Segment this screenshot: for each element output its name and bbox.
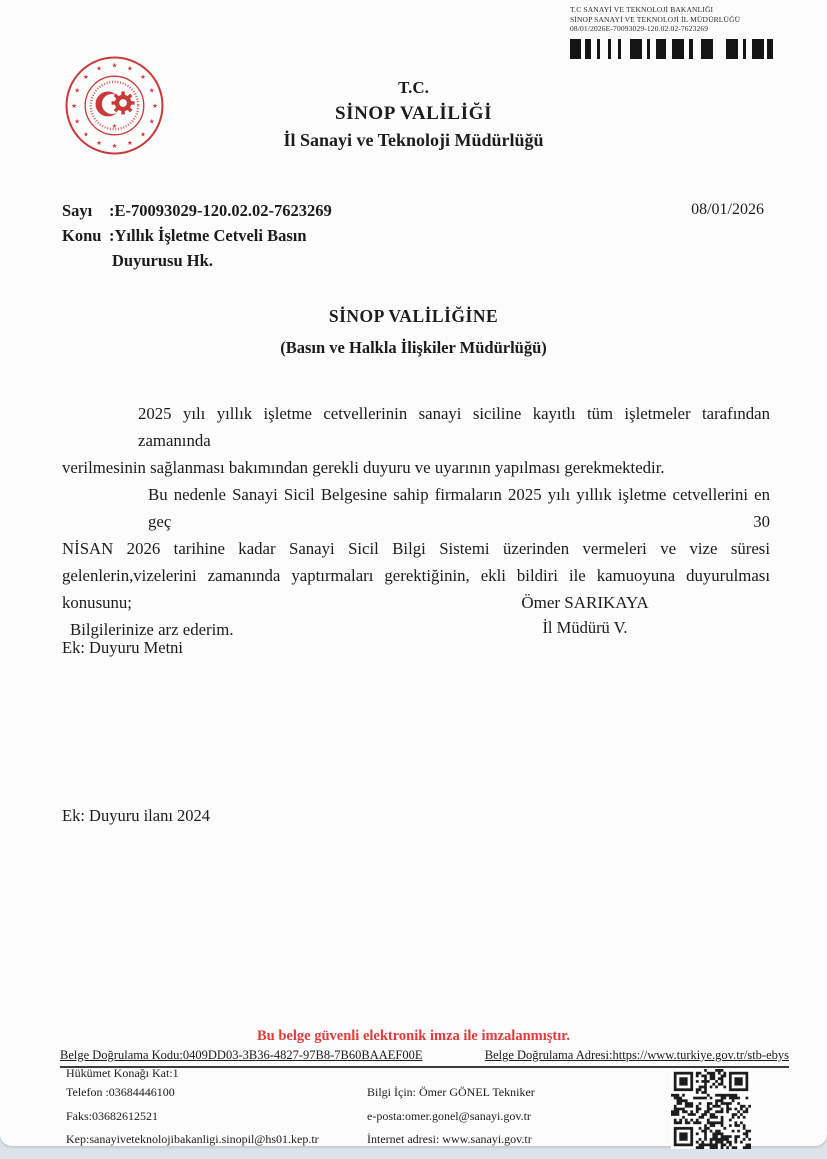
- authority-title: SİNOP VALİLİĞİ: [334, 103, 493, 124]
- document-meta: [62, 198, 332, 273]
- document-date: 08/01/2026: [691, 201, 764, 218]
- letterhead-line1: T.C SANAYİ VE TEKNOLOJİ BAKANLIĞI: [570, 5, 714, 14]
- barcode: [570, 39, 798, 59]
- svg-text:★: ★: [127, 65, 133, 73]
- svg-text:★: ★: [74, 87, 81, 95]
- signer-name: Ömer SARIKAYA: [521, 593, 649, 612]
- paragraph2-line: NİSAN 2026 tarihine kadar Sanayi Sicil Bilgi Sistemi üzerinden vermeleri ve vize süresi: [62, 539, 770, 558]
- closing-line: Bilgilerinize arz ederim.: [70, 620, 234, 639]
- attachment-note-2: Ek: Duyuru ilanı 2024: [62, 806, 211, 825]
- paragraph1-line: verilmesinin sağlanması bakımından gerekli duyuru ve uyarının yapılması gerekmektedir.: [62, 458, 665, 477]
- kep-line: Kep:sanayiveteknolojibakanligi.sinopil@hs01.kep.tr: [66, 1132, 319, 1146]
- contact-person-line: Bilgi İçin: Ömer GÖNEL Tekniker: [367, 1085, 535, 1099]
- esignature-notice: Bu belge güvenli elektronik imza ile imzalanmıştır.: [257, 1028, 570, 1044]
- addressee-line2: (Basın ve Halkla İlişkiler Müdürlüğü): [280, 338, 547, 357]
- verification-code: Belge Doğrulama Kodu:0409DD03-3B36-4827-97B8-7B60BAAEF00E: [60, 1048, 423, 1062]
- svg-text:★: ★: [71, 102, 78, 110]
- svg-text:★: ★: [74, 118, 81, 126]
- konu-label: Konu: [62, 226, 102, 245]
- fax-line: Faks:03682612521: [66, 1109, 159, 1123]
- svg-text:★: ★: [111, 143, 118, 151]
- konu-value-line2: Duyurusu Hk.: [112, 251, 213, 270]
- svg-text:★: ★: [127, 140, 133, 148]
- email-line: e-posta:omer.gonel@sanayi.gov.tr: [367, 1109, 531, 1123]
- letterhead-center: [0, 78, 827, 151]
- paragraph1-line: 2025 yılı yıllık işletme cetvellerinin sanayi siciline kayıtlı tüm işletmeler tarafından zamanında: [138, 404, 770, 450]
- signer-title: İl Müdürü V.: [542, 618, 628, 637]
- sayi-row: [62, 198, 332, 223]
- attachment-note-1: Ek: Duyuru Metni: [62, 638, 183, 657]
- directorate-subtitle: İl Sanayi ve Teknoloji Müdürlüğü: [283, 130, 544, 150]
- phone-line: Telefon :03684446100: [66, 1085, 175, 1099]
- qr-code: [671, 1069, 751, 1149]
- verification-row: [60, 1048, 789, 1068]
- svg-text:★: ★: [82, 74, 89, 82]
- addressee-line1: SİNOP VALİLİĞİNE: [328, 306, 499, 326]
- verification-address: Belge Doğrulama Adresi:https://www.turkiye.gov.tr/stb-ebys: [484, 1048, 789, 1062]
- signature-block: [455, 590, 715, 640]
- svg-text:★: ★: [148, 87, 155, 95]
- paragraph2-line: konusunu;: [62, 593, 132, 612]
- website-line: İnternet adresi: www.sanayi.gov.tr: [367, 1132, 532, 1146]
- svg-text:★: ★: [111, 62, 118, 70]
- svg-text:★: ★: [151, 102, 158, 110]
- konu-row: [62, 223, 332, 248]
- paragraph2-line: Bu nedenle Sanayi Sicil Belgesine sahip firmaların 2025 yılı yıllık işletme cetvellerini en geç 30: [148, 485, 770, 531]
- letterhead-line3: 08/01/2026E-70093029-120.02.02-7623269: [570, 24, 709, 33]
- svg-text:★: ★: [140, 74, 147, 82]
- letterhead-small: [570, 5, 798, 59]
- svg-text:★: ★: [96, 65, 102, 73]
- addressee: [0, 306, 827, 358]
- svg-text:★: ★: [96, 140, 102, 148]
- sayi-label: Sayı: [62, 201, 93, 220]
- svg-text:★: ★: [140, 131, 147, 139]
- sayi-value: :E-70093029-120.02.02-7623269: [109, 201, 332, 220]
- svg-text:★: ★: [82, 131, 89, 139]
- paragraph2-line: gelenlerin,vizelerini zamanında yaptırmaları gerektiğinin, ekli bildiri ile kamuoyuna duyurulması: [62, 566, 770, 585]
- letterhead-line2: SİNOP SANAYİ VE TEKNOLOJİ İL MÜDÜRLÜĞÜ: [570, 14, 741, 24]
- konu-value: :Yıllık İşletme Cetveli Basın: [109, 226, 307, 245]
- office-address: Hükümet Konağı Kat:1: [66, 1066, 179, 1080]
- small-star-icon: ★: [111, 124, 118, 131]
- tc-label: T.C.: [398, 78, 429, 97]
- svg-text:★: ★: [148, 118, 155, 126]
